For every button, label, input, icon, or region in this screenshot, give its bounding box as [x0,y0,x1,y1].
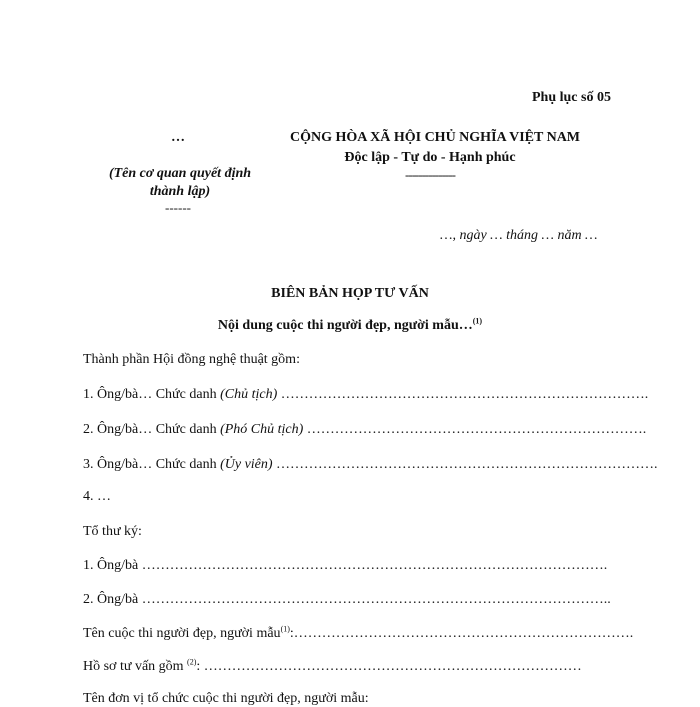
document-subtitle-text: Nội dung cuộc thi người đẹp, người mẫu… [217,318,473,333]
motto-underline: --------------- [405,167,455,182]
footnote-marker: (1) [280,624,290,634]
organizer-field-cutoff: Tên đơn vị tổ chức cuộc thi người đẹp, người mẫu: [83,691,369,706]
document-title: BIÊN BẢN HỌP TƯ VẤN [271,286,429,301]
document-subtitle [0,318,700,334]
member-prefix: 2. Ông/bà… Chức danh [83,422,221,437]
footnote-marker: (2) [187,657,197,667]
fill-dots: ………………………………………………………………………. [272,457,658,472]
member-prefix: 3. Ông/bà… Chức danh [83,457,221,472]
contest-name-field [83,626,633,642]
member-role: (Phó Chủ tịch) [220,422,304,437]
agency-note-line-1: (Tên cơ quan quyết định [108,166,252,181]
council-member-line [83,387,648,403]
date-line: …, ngày … tháng … năm … [440,228,598,243]
agency-underline: ------ [165,200,191,215]
member-role: (Ủy viên) [220,457,273,472]
council-member-more: 4. … [83,489,111,504]
secretary-line: 2. Ông/bà ……………………………………………………………………………………….. [83,592,611,607]
secretary-line: 1. Ông/bà ………………………………………………………………………………………. [83,558,608,573]
council-member-line [83,422,646,438]
contest-name-label: Tên cuộc thi người đẹp, người mẫu [83,626,281,641]
member-role: (Chủ tịch) [220,387,278,402]
national-motto: Độc lập - Tự do - Hạnh phúc [344,150,516,165]
fill-dots: ……………………………………………………………………. [277,387,649,402]
agency-note-line-2: thành lập) [149,184,211,199]
appendix-label: Phụ lục số 05 [532,90,611,105]
national-title: CỘNG HÒA XÃ HỘI CHỦ NGHĨA VIỆT NAM [290,130,581,145]
member-prefix: 1. Ông/bà… Chức danh [83,387,221,402]
fill-dots: : ……………………………………………………………………… [196,659,582,674]
dossier-label: Hồ sơ tư vấn gồm [83,659,188,674]
council-member-line [83,457,658,473]
fill-dots: :………………………………………………………………. [289,626,634,641]
footnote-marker: (1) [472,316,483,326]
dossier-field [83,659,582,675]
council-heading: Thành phần Hội đồng nghệ thuật gồm: [83,352,300,367]
fill-dots: ………………………………………………………………. [303,422,647,437]
agency-name-placeholder: … [171,130,185,145]
secretariat-heading: Tổ thư ký: [83,524,142,539]
agency-note [90,165,270,201]
